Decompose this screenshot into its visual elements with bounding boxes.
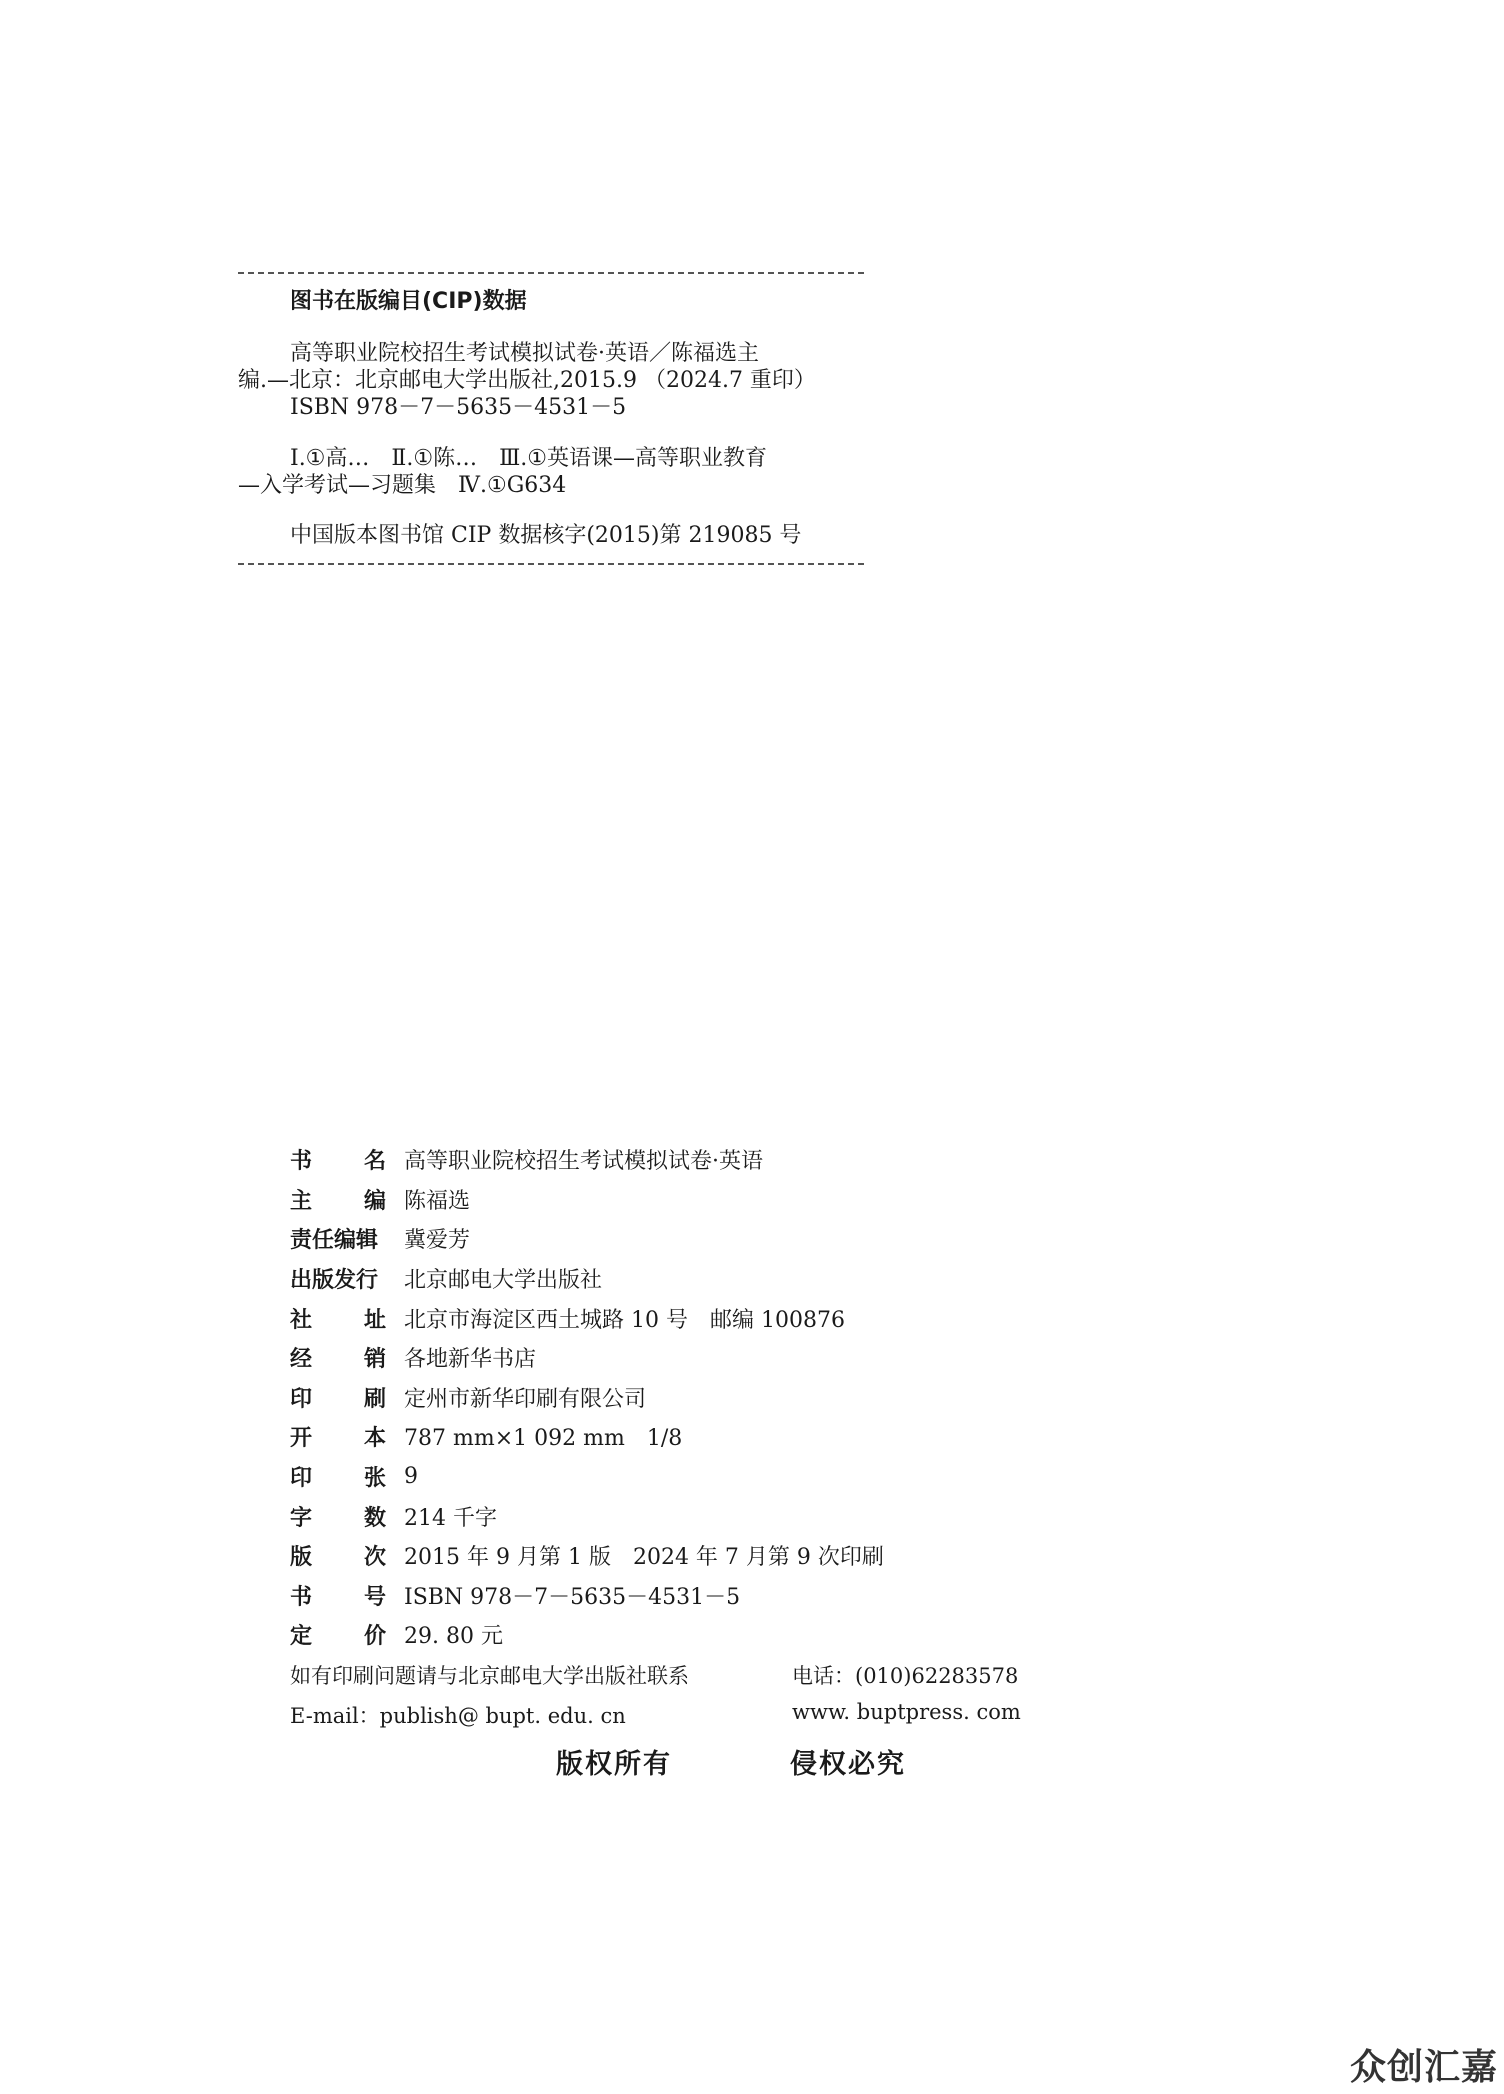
book-info-row: [290, 1259, 1190, 1299]
book-info-row: [290, 1338, 1190, 1378]
book-info-value: 北京市海淀区西土城路 10 号 邮编 100876: [404, 1307, 845, 1333]
book-info-value: 陈福选: [404, 1188, 471, 1214]
book-info-row: [290, 1576, 1190, 1616]
book-info-value: 高等职业院校招生考试模拟试卷·英语: [404, 1149, 763, 1175]
piracy-warning: 侵权必究: [790, 1749, 906, 1780]
contact-email: E-mail：publish@ bupt. edu. cn: [290, 1704, 626, 1728]
book-info-value: 9: [404, 1464, 418, 1490]
book-info-value: 冀爱芳: [404, 1228, 471, 1254]
contact-notice: 如有印刷问题请与北京邮电大学出版社联系: [290, 1664, 689, 1688]
book-info-label-part: 名: [363, 1149, 386, 1175]
book-info-label: [290, 1263, 386, 1294]
book-info-label-part: 版: [290, 1545, 313, 1571]
book-info-label-part: 社: [290, 1307, 313, 1333]
book-info-label-part: 经: [290, 1347, 313, 1373]
cip-top-divider: [238, 272, 864, 274]
book-info-label-part: 价: [363, 1624, 386, 1650]
book-info-value: 北京邮电大学出版社: [404, 1268, 603, 1294]
book-info-label-part: 开: [290, 1426, 313, 1452]
book-info-label: [290, 1144, 386, 1175]
book-info-row: [290, 1180, 1190, 1220]
cip-record-line-1: 高等职业院校招生考试模拟试卷·英语／陈福选主: [290, 341, 759, 366]
book-info-row: [290, 1140, 1190, 1180]
book-info-label-part: 张: [363, 1466, 386, 1492]
book-info-row: [290, 1417, 1190, 1457]
cip-isbn-line: ISBN 978－7－5635－4531－5: [290, 395, 627, 420]
cip-record-line-2: 编.—北京：北京邮电大学出版社,2015.9 （2024.7 重印）: [238, 368, 816, 393]
book-info-label-part: 定: [290, 1624, 313, 1650]
book-info-label-part: 书: [290, 1149, 313, 1175]
contact-phone: 电话：(010)62283578: [792, 1664, 1019, 1688]
book-info-label: [290, 1223, 386, 1254]
book-info-row: [290, 1536, 1190, 1576]
cip-number: 中国版本图书馆 CIP 数据核字(2015)第 219085 号: [290, 523, 802, 548]
cip-classification-line-2: —入学考试—习题集 Ⅳ.①G634: [238, 473, 567, 498]
cip-title: 图书在版编目(CIP)数据: [290, 289, 527, 314]
book-info-label: [290, 1461, 386, 1492]
rights-reserved: 版权所有: [556, 1749, 672, 1780]
book-info-row: [290, 1378, 1190, 1418]
book-info-label-part: 印: [290, 1466, 313, 1492]
book-info-value: 214 千字: [404, 1505, 497, 1531]
book-info-value: ISBN 978－7－5635－4531－5: [404, 1584, 741, 1610]
watermark-logo: 众创汇嘉: [1349, 2047, 1498, 2088]
book-info-value: 29. 80 元: [404, 1624, 503, 1650]
book-info-value: 定州市新华印刷有限公司: [404, 1386, 647, 1412]
book-info-label-part: 数: [363, 1505, 386, 1531]
book-info-label-part: 编: [363, 1188, 386, 1214]
book-info-row: [290, 1457, 1190, 1497]
book-info-row: [290, 1298, 1190, 1338]
book-info-label: [290, 1342, 386, 1373]
book-info-label: [290, 1501, 386, 1532]
book-info-label-part: 刷: [363, 1386, 386, 1412]
book-info-row: [290, 1615, 1190, 1655]
book-info-label-part: 址: [363, 1307, 386, 1333]
book-info-label: [290, 1421, 386, 1452]
book-info-label-part: 主: [290, 1188, 313, 1214]
book-info-label-part: 印: [290, 1386, 313, 1412]
book-info-label-part: 本: [363, 1426, 386, 1452]
cip-bottom-divider: [238, 563, 864, 565]
book-info-label: [290, 1382, 386, 1413]
book-info-label-part: 书: [290, 1584, 313, 1610]
book-info-value: 787 mm×1 092 mm 1/8: [404, 1426, 683, 1452]
book-info-label: [290, 1303, 386, 1334]
book-info-label: [290, 1580, 386, 1611]
book-info-label: [290, 1540, 386, 1571]
contact-website: www. buptpress. com: [792, 1700, 1021, 1724]
book-info-label: [290, 1184, 386, 1215]
book-info-value: 各地新华书店: [404, 1347, 537, 1373]
book-info-value: 2015 年 9 月第 1 版 2024 年 7 月第 9 次印刷: [404, 1545, 884, 1571]
book-info-label-part: 次: [363, 1545, 386, 1571]
book-info-label-part: 号: [363, 1584, 386, 1610]
book-info-table: [290, 1140, 1190, 1655]
book-info-label-part: 销: [363, 1347, 386, 1373]
book-info-label-part: 出版发行: [290, 1268, 379, 1294]
book-info-label-part: 字: [290, 1505, 313, 1531]
cip-classification-line-1: Ⅰ.①高… Ⅱ.①陈… Ⅲ.①英语课—高等职业教育: [290, 446, 768, 471]
book-info-row: [290, 1219, 1190, 1259]
book-info-label-part: 责任编辑: [290, 1228, 379, 1254]
book-info-row: [290, 1496, 1190, 1536]
book-info-label: [290, 1619, 386, 1650]
